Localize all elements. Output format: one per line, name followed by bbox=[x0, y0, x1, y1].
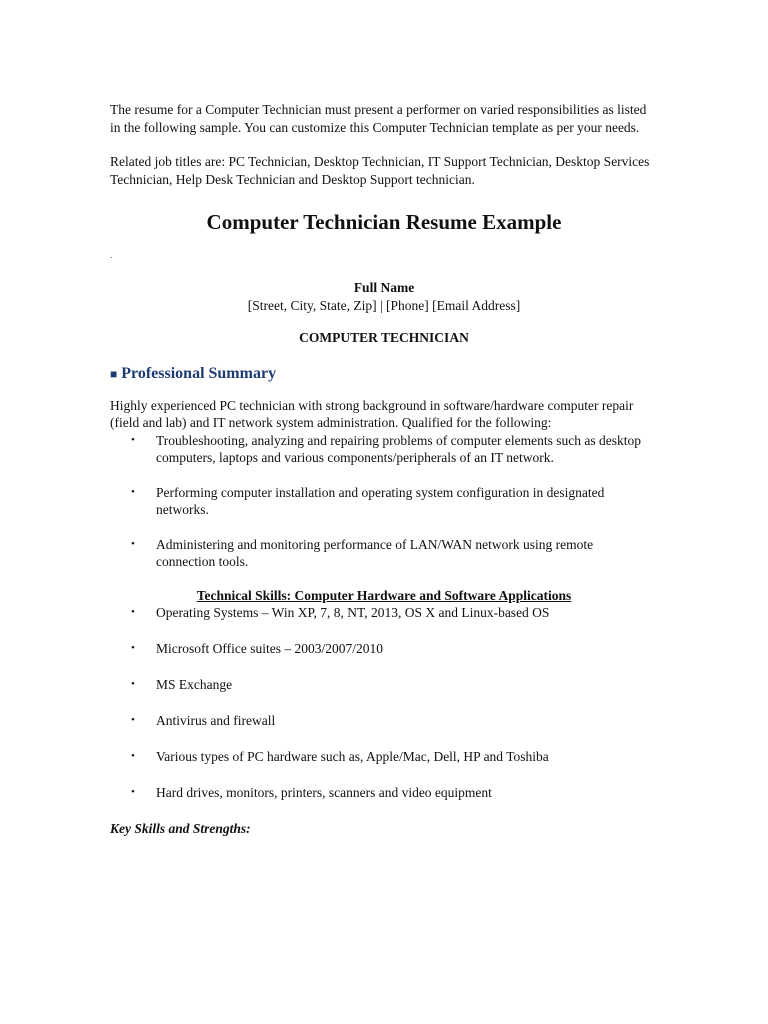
bullet-icon: • bbox=[131, 642, 135, 655]
key-skills-heading: Key Skills and Strengths: bbox=[110, 821, 251, 837]
list-item-text: Various types of PC hardware such as, Apple/Mac, Dell, HP and Toshiba bbox=[156, 749, 549, 765]
contact-line: [Street, City, State, Zip] | [Phone] [Email Address] bbox=[247, 297, 521, 313]
list-item bbox=[110, 432, 658, 467]
bullet-icon: • bbox=[131, 714, 135, 727]
list-item bbox=[110, 604, 658, 622]
list-item bbox=[110, 784, 658, 802]
technical-skills-heading: Technical Skills: Computer Hardware and Software Applications bbox=[196, 587, 572, 603]
list-item bbox=[110, 640, 658, 658]
intro-paragraph-1: The resume for a Computer Technician must present a performer on varied responsibilities as listed in the following sample. You can customize this Computer Technician template as per your needs. bbox=[110, 102, 647, 135]
bullet-icon: • bbox=[131, 678, 135, 691]
job-title: COMPUTER TECHNICIAN bbox=[299, 330, 469, 345]
bullet-icon: • bbox=[131, 485, 135, 498]
bullet-icon: • bbox=[131, 537, 135, 550]
square-bullet-icon: ■ bbox=[110, 366, 118, 381]
professional-summary-heading bbox=[110, 364, 658, 384]
list-item-text: Performing computer installation and operating system configuration in designated networks. bbox=[156, 484, 605, 518]
technical-skills-list bbox=[110, 604, 658, 802]
summary-text: Highly experienced PC technician with strong background in software/hardware computer repair (field and lab) and IT network system administration. Qualified for the following: bbox=[110, 397, 634, 431]
list-item-text: Antivirus and firewall bbox=[156, 713, 276, 729]
list-item-text: Administering and monitoring performance of LAN/WAN network using remote connection tools. bbox=[156, 536, 594, 570]
list-item-text: Microsoft Office suites – 2003/2007/2010 bbox=[156, 641, 383, 657]
list-item bbox=[110, 536, 658, 571]
bullet-icon: • bbox=[131, 786, 135, 799]
list-item-text: Operating Systems – Win XP, 7, 8, NT, 2013, OS X and Linux-based OS bbox=[156, 605, 550, 621]
list-item bbox=[110, 676, 658, 694]
bullet-icon: • bbox=[131, 750, 135, 763]
professional-summary-heading-text: Professional Summary bbox=[121, 364, 277, 382]
summary-list bbox=[110, 432, 658, 571]
list-item-text: MS Exchange bbox=[156, 677, 233, 693]
stray-mark: . bbox=[110, 251, 112, 260]
list-item bbox=[110, 484, 658, 519]
intro-paragraph-2: Related job titles are: PC Technician, Desktop Technician, IT Support Technician, Desktop Services Technician, Help Desk Technician and Desktop Support technician. bbox=[110, 154, 650, 187]
document-title: Computer Technician Resume Example bbox=[206, 210, 562, 234]
list-item bbox=[110, 712, 658, 730]
bullet-icon: • bbox=[131, 433, 135, 446]
list-item-text: Troubleshooting, analyzing and repairing problems of computer elements such as desktop computers, laptops and various components/peripherals of an IT network. bbox=[156, 432, 642, 466]
full-name: Full Name bbox=[353, 280, 415, 295]
list-item-text: Hard drives, monitors, printers, scanners and video equipment bbox=[156, 785, 492, 801]
list-item bbox=[110, 748, 658, 766]
bullet-icon: • bbox=[131, 606, 135, 619]
